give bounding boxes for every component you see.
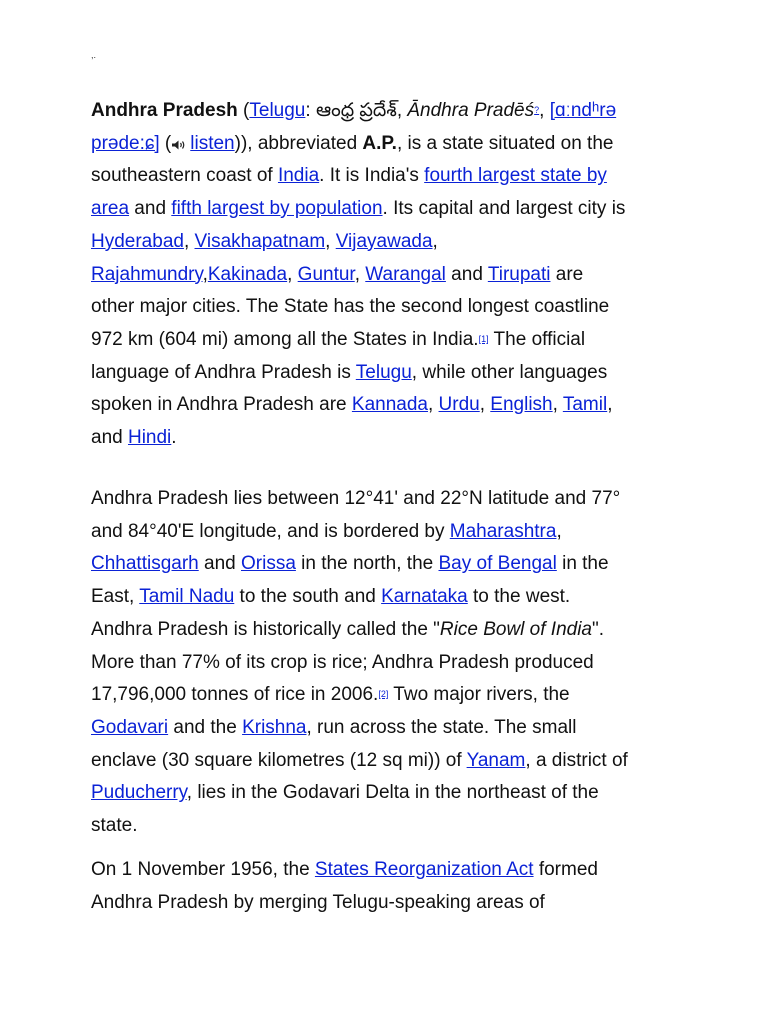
pronunciation-link[interactable]: ? xyxy=(534,105,540,115)
line: other major cities. The State has the second longest coastline xyxy=(91,296,610,318)
text: formed xyxy=(533,859,598,880)
text: , xyxy=(287,263,298,285)
text: , xyxy=(556,520,562,542)
link-guntur[interactable]: Guntur xyxy=(297,263,355,285)
text: . It is India's xyxy=(319,165,425,187)
text: Two major rivers, the xyxy=(388,684,570,706)
line xyxy=(91,854,598,887)
link-vijayawada[interactable]: Vijayawada xyxy=(335,230,433,252)
text: are xyxy=(550,263,584,285)
text: , xyxy=(552,394,563,416)
text: The official xyxy=(488,328,586,350)
link-urdu[interactable]: Urdu xyxy=(438,394,480,416)
abbreviation: A.P. xyxy=(362,132,397,154)
line xyxy=(91,193,625,226)
link-tirupati[interactable]: Tirupati xyxy=(487,263,551,285)
link-listen[interactable]: listen xyxy=(190,132,235,154)
text: , xyxy=(396,100,408,121)
line xyxy=(91,128,625,161)
reference-2[interactable] xyxy=(378,689,388,699)
line: Andhra Pradesh lies between 12°41' and 22°N latitude and 77° xyxy=(91,488,621,509)
text: in the xyxy=(556,553,609,575)
text: spoken in Andhra Pradesh are xyxy=(91,394,352,416)
link-karnataka[interactable]: Karnataka xyxy=(381,586,468,608)
line xyxy=(91,745,628,778)
text: . Its capital and largest city is xyxy=(382,198,626,220)
paragraph-intro xyxy=(91,95,625,455)
text: ". xyxy=(592,618,605,640)
paragraph-history xyxy=(91,854,598,919)
line xyxy=(91,712,628,745)
link-telugu[interactable]: Telugu xyxy=(249,100,306,121)
text: , xyxy=(183,230,195,252)
text: , run across the state. The small xyxy=(306,716,577,738)
text: , a district of xyxy=(525,749,628,771)
link-puducherry[interactable]: Puducherry xyxy=(91,782,187,804)
text: and xyxy=(445,263,488,285)
line: state. xyxy=(91,815,138,837)
article-title: Andhra Pradesh xyxy=(91,100,238,121)
text: , xyxy=(432,230,438,252)
line xyxy=(91,226,625,259)
link-chhattisgarh[interactable]: Chhattisgarh xyxy=(91,553,199,575)
text: , xyxy=(427,394,439,416)
text: , xyxy=(325,230,336,252)
text: On 1 November 1956, the xyxy=(91,859,315,880)
link-ipa-cont[interactable]: prəde:ɕ] xyxy=(91,132,160,154)
text: , xyxy=(607,394,613,416)
telugu-script: ఆంధ్ర ప్రదేశ్ xyxy=(315,100,397,121)
line xyxy=(91,777,628,810)
link-fifth-largest[interactable]: fifth largest by population xyxy=(171,198,383,220)
text: , xyxy=(202,263,208,285)
line xyxy=(91,357,625,390)
text: to the south and xyxy=(234,586,382,608)
text: and 84°40'E longitude, and is bordered by xyxy=(91,520,450,542)
rice-bowl-phrase: Rice Bowl of India xyxy=(439,618,592,640)
text: : xyxy=(305,100,316,121)
text: , lies in the Godavari Delta in the northeast of the xyxy=(186,782,599,804)
line xyxy=(91,422,625,455)
link-ipa[interactable]: [ɑːndʰrə xyxy=(549,100,617,121)
line xyxy=(91,389,625,422)
link-krishna[interactable]: Krishna xyxy=(242,716,307,738)
line xyxy=(91,259,625,292)
link-tamil-nadu[interactable]: Tamil Nadu xyxy=(139,586,235,608)
text: , is a state situated on the xyxy=(396,132,614,154)
line xyxy=(91,581,628,614)
text: ( xyxy=(237,100,250,121)
line xyxy=(91,679,628,712)
reference-link[interactable]: [2] xyxy=(378,689,389,700)
text: language of Andhra Pradesh is xyxy=(91,361,356,383)
speaker-icon[interactable] xyxy=(171,140,186,150)
line: More than 77% of its crop is rice; Andhra Pradesh produced xyxy=(91,651,594,673)
line xyxy=(91,516,628,549)
link-hyderabad[interactable]: Hyderabad xyxy=(91,230,184,252)
text: to the west. xyxy=(467,586,571,608)
line xyxy=(91,160,625,193)
link-warangal[interactable]: Warangal xyxy=(365,263,446,285)
link-maharashtra[interactable]: Maharashtra xyxy=(449,520,557,542)
text: East, xyxy=(91,586,140,608)
link-india[interactable]: India xyxy=(277,165,320,187)
text: )), abbreviated xyxy=(234,132,363,154)
text: . xyxy=(171,427,177,449)
reference-link[interactable]: [1] xyxy=(478,333,489,344)
link-godavari[interactable]: Godavari xyxy=(91,716,169,738)
pronunciation-mark[interactable] xyxy=(534,105,539,115)
link-english[interactable]: English xyxy=(490,394,553,416)
text: , while other languages xyxy=(411,361,608,383)
text: , xyxy=(479,394,491,416)
paragraph-geography xyxy=(91,483,628,843)
line xyxy=(91,324,625,357)
link-orissa[interactable]: Orissa xyxy=(241,553,296,575)
text: 17,796,000 tonnes of rice in 2006. xyxy=(91,684,379,706)
text: , xyxy=(354,263,366,285)
line: Andhra Pradesh by merging Telugu-speaking areas of xyxy=(91,891,545,913)
transliteration: Āndhra Pradēś xyxy=(407,100,535,121)
line xyxy=(91,614,628,647)
text: , xyxy=(539,100,550,121)
link-fourth-largest[interactable]: fourth largest state by xyxy=(424,165,607,187)
text: southeastern coast of xyxy=(91,165,278,187)
link-hindi[interactable]: Hindi xyxy=(127,427,172,449)
link-yanam[interactable]: Yanam xyxy=(466,749,526,771)
text: enclave (30 square kilometres (12 sq mi)) of xyxy=(91,749,467,771)
line xyxy=(91,548,628,581)
text: 972 km (604 mi) among all the States in India. xyxy=(91,328,479,350)
link-fourth-largest-cont[interactable]: area xyxy=(91,198,130,220)
text: in the north, the xyxy=(295,553,439,575)
link-telugu-language[interactable]: Telugu xyxy=(355,361,412,383)
link-rajahmundry[interactable]: Rajahmundry xyxy=(91,263,203,285)
text: and xyxy=(91,427,128,449)
reference-1[interactable] xyxy=(479,334,489,344)
text: ( xyxy=(159,132,172,154)
link-kannada[interactable]: Kannada xyxy=(351,394,428,416)
top-mark: ,. xyxy=(91,50,97,60)
text: Andhra Pradesh is historically called the " xyxy=(91,618,440,640)
link-tamil[interactable]: Tamil xyxy=(562,394,608,416)
link-visakhapatnam[interactable]: Visakhapatnam xyxy=(194,230,326,252)
text: and xyxy=(198,553,241,575)
line xyxy=(91,95,625,128)
text: and xyxy=(129,198,172,220)
link-bay-of-bengal[interactable]: Bay of Bengal xyxy=(438,553,557,575)
text: and the xyxy=(168,716,243,738)
link-states-reorganization-act[interactable]: States Reorganization Act xyxy=(314,859,534,880)
link-kakinada[interactable]: Kakinada xyxy=(207,263,288,285)
